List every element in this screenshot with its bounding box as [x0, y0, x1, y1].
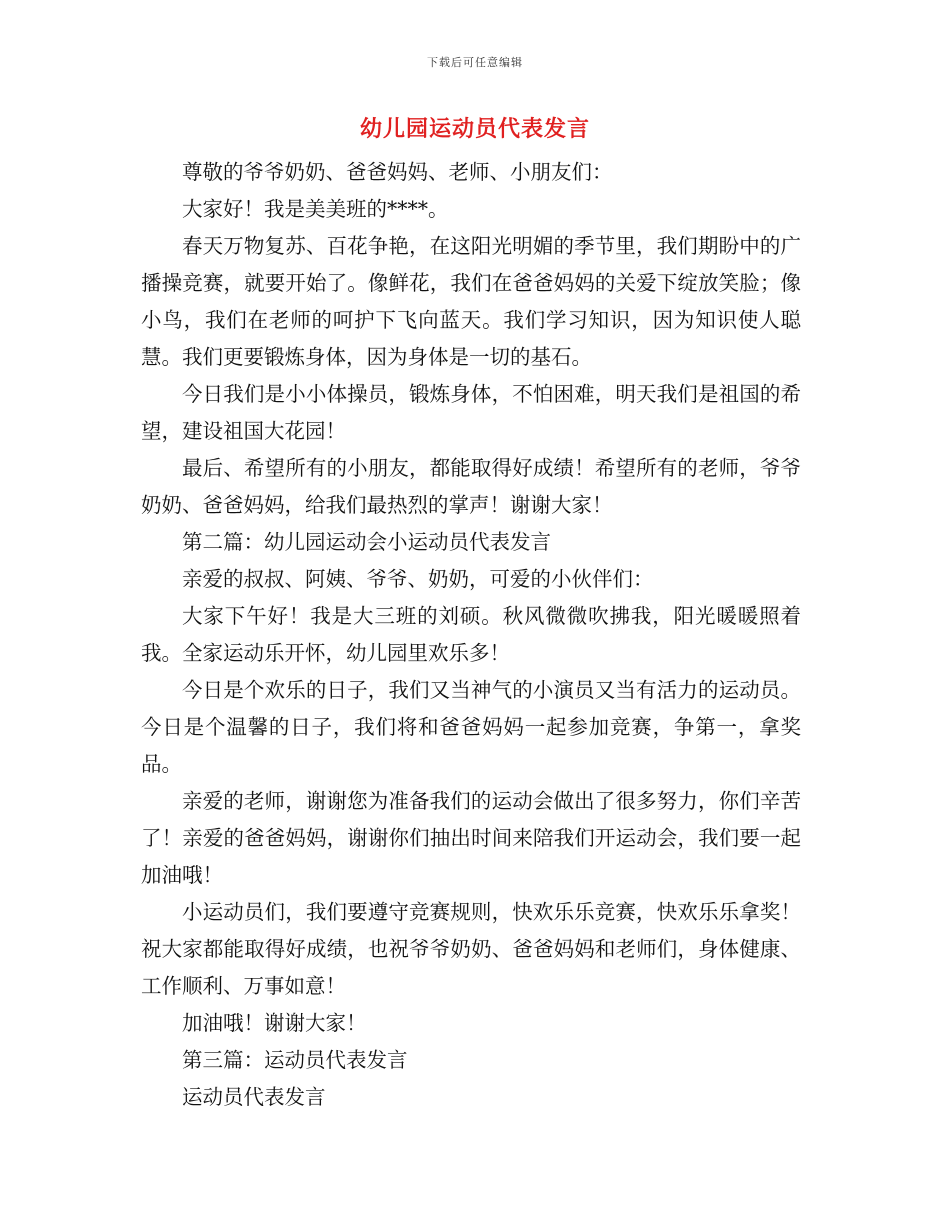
paragraph-spring: 春天万物复苏、百花争艳，在这阳光明媚的季节里，我们期盼中的广播操竞赛，就要开始了。像鲜花，我们在爸爸妈妈的关爱下绽放笑脸；像小鸟，我们在老师的呵护下飞向蓝天。我们学习知识，因为知识使人聪慧。我们更要锻炼身体，因为身体是一切的基石。: [141, 234, 801, 369]
paragraph-happy-day: 今日是个欢乐的日子，我们又当神气的小演员又当有活力的运动员。今日是个温馨的日子，我们将和爸爸妈妈一起参加竞赛，争第一，拿奖品。: [141, 678, 801, 776]
paragraph-greeting-2: 亲爱的叔叔、阿姨、爷爷、奶奶，可爱的小伙伴们：: [182, 567, 654, 591]
paragraph-afternoon: 大家下午好！我是大三班的刘硕。秋风微微吹拂我，阳光暖暖照着我。全家运动乐开怀，幼儿园里欢乐多！: [141, 604, 801, 665]
document-title: 幼儿园运动员代表发言: [359, 117, 590, 142]
paragraph-thanks: 亲爱的老师，谢谢您为准备我们的运动会做出了很多努力，你们辛苦了！亲爱的爸爸妈妈，谢谢你们抽出时间来陪我们开运动会，我们要一起加油哦！: [141, 789, 801, 887]
paragraph-subtitle: 运动员代表发言: [182, 1085, 326, 1109]
paragraph-cheer: 加油哦！谢谢大家！: [182, 1011, 367, 1035]
header-note: 下载后可任意编辑: [427, 56, 523, 69]
paragraph-hello: 大家好！我是美美班的****。: [182, 197, 449, 221]
paragraph-greeting: 尊敬的爷爷奶奶、爸爸妈妈、老师、小朋友们：: [182, 160, 613, 184]
paragraph-rules: 小运动员们，我们要遵守竞赛规则，快欢乐乐竞赛，快欢乐乐拿奖！祝大家都能取得好成绩，也祝爷爷奶奶、爸爸妈妈和老师们，身体健康、工作顺利、万事如意！: [141, 900, 801, 998]
paragraph-gymnasts: 今日我们是小小体操员，锻炼身体，不怕困难，明天我们是祖国的希望，建设祖国大花园！: [141, 382, 801, 443]
section-heading-2: 第二篇：幼儿园运动会小运动员代表发言: [182, 530, 551, 554]
section-heading-3: 第三篇：运动员代表发言: [182, 1048, 408, 1072]
document-body: [141, 154, 801, 1116]
paragraph-closing: 最后、希望所有的小朋友，都能取得好成绩！希望所有的老师，爷爷奶奶、爸爸妈妈，给我们最热烈的掌声！谢谢大家！: [141, 456, 801, 517]
